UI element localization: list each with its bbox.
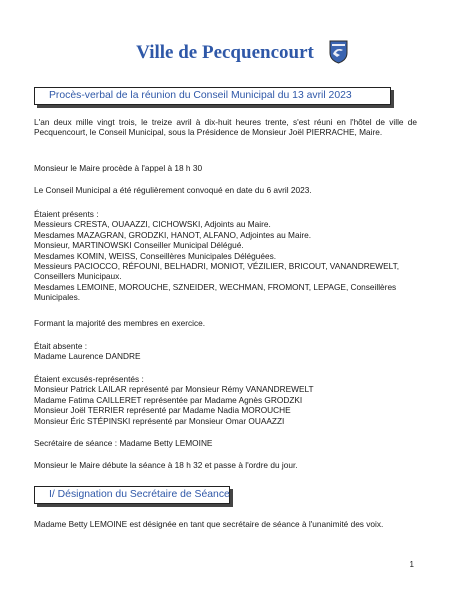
present-heading: Étaient présents : bbox=[34, 209, 99, 219]
page-number: 1 bbox=[409, 560, 414, 569]
convocation-text: Le Conseil Municipal a été régulièrement convoqué en date du 6 avril 2023. bbox=[34, 185, 312, 195]
excused-line: Madame Fatima CAILLERET représentée par Madame Agnès GRODZKI bbox=[34, 394, 303, 405]
present-line: Conseillers Municipaux. bbox=[34, 271, 122, 282]
excused-line: Monsieur Éric STÉPINSKI représenté par Monsieur Omar OUAAZZI bbox=[34, 415, 285, 426]
present-line: Municipales. bbox=[34, 292, 81, 303]
opening-text: Monsieur le Maire débute la séance à 18 h 32 et passe à l'ordre du jour. bbox=[34, 460, 298, 470]
section-1-title-box bbox=[34, 486, 230, 504]
present-line: Mesdames KOMIN, WEISS, Conseillères Municipales Déléguées. bbox=[34, 250, 277, 261]
present-line: Mesdames LEMOINE, MOROUCHE, SZNEIDER, WECHMAN, FROMONT, LEPAGE, Conseillères bbox=[34, 281, 397, 292]
present-line: Monsieur, MARTINOWSKI Conseiller Municipal Délégué. bbox=[34, 240, 244, 251]
intro-paragraph: L'an deux mille vingt trois, le treize avril à dix-huit heures trente, s'est réuni en l'hôtel de ville de Pecquencourt, le Conseil Municipal, sous la Présidence de Monsieur Joël PIERRACHE, Maire. bbox=[34, 117, 417, 138]
secretary-line: Secrétaire de séance : Madame Betty LEMOINE bbox=[34, 438, 213, 448]
present-line: Messieurs PACIOCCO, RÉFOUNI, BELHADRI, MONIOT, VÉZILIER, BRICOUT, VANANDREWELT, bbox=[34, 261, 400, 272]
present-block bbox=[34, 209, 417, 303]
document-title: Procès-verbal de la réunion du Conseil Municipal du 13 avril 2023 bbox=[49, 90, 352, 101]
excused-block bbox=[34, 374, 417, 426]
absent-line: Madame Laurence DANDRE bbox=[34, 351, 141, 362]
document-title-box bbox=[34, 87, 391, 105]
excused-line: Monsieur Patrick LAILAR représenté par Monsieur Rémy VANANDREWELT bbox=[34, 384, 314, 395]
absent-heading: Était absente : bbox=[34, 341, 88, 351]
absent-block bbox=[34, 341, 417, 362]
roll-call-text: Monsieur le Maire procède à l'appel à 18 h 30 bbox=[34, 163, 203, 173]
section-1-title: I/ Désignation du Secrétaire de Séance bbox=[49, 489, 230, 500]
present-line: Messieurs CRESTA, OUAAZZI, CICHOWSKI, Adjoints au Maire. bbox=[34, 219, 271, 230]
section-1-paragraph: Madame Betty LEMOINE est désignée en tant que secrétaire de séance à l'unanimité des voix. bbox=[34, 519, 384, 529]
town-title: Ville de Pecquencourt bbox=[136, 42, 314, 63]
present-line: Mesdames MAZAGRAN, GRODZKI, HANOT, ALFANO, Adjointes au Maire. bbox=[34, 229, 312, 240]
town-crest-icon bbox=[329, 40, 348, 64]
excused-heading: Étaient excusés-représentés : bbox=[34, 374, 144, 384]
majority-text: Formant la majorité des membres en exercice. bbox=[34, 318, 206, 328]
excused-line: Monsieur Joël TERRIER représenté par Madame Nadia MOROUCHE bbox=[34, 405, 291, 416]
page-header bbox=[0, 40, 450, 76]
